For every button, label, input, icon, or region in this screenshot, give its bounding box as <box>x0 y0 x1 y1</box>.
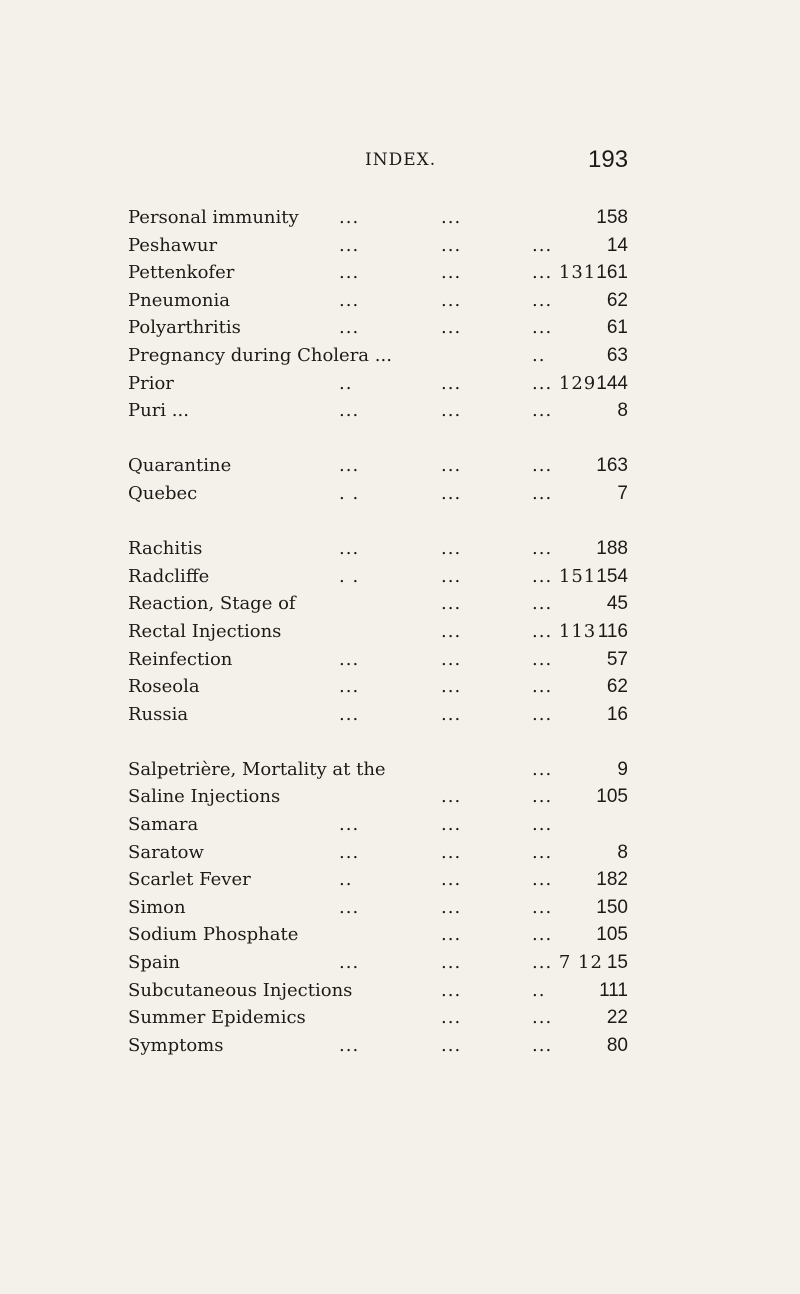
index-entry <box>128 1032 628 1060</box>
leader-dots: .. <box>339 372 353 394</box>
page-refs: 62 <box>606 289 628 311</box>
page-refs: 8 <box>617 400 628 422</box>
page-refs: 62 <box>606 676 628 698</box>
page-refs: 158 <box>596 207 628 228</box>
page-refs: 22 <box>606 1007 628 1029</box>
index-term: Reinfection <box>128 648 233 670</box>
page-refs: 14 <box>606 234 628 256</box>
index-term: Personal immunity <box>128 207 299 228</box>
index-term: Russia <box>128 703 189 725</box>
leader-dots: ... <box>339 317 360 339</box>
index-entry <box>128 535 628 563</box>
leader-dots: ... <box>532 482 553 504</box>
leader-dots: ... <box>532 289 553 311</box>
leader-dots: ... <box>532 896 553 918</box>
leader-dots: ... <box>339 538 360 560</box>
index-entry <box>128 756 628 784</box>
index-entry <box>128 563 628 591</box>
page-refs: 105 <box>596 924 628 946</box>
index-entry <box>128 342 628 370</box>
leader-dots: ... <box>532 538 553 560</box>
leader-dots: ... <box>339 400 360 422</box>
leader-dots: ... <box>339 841 360 863</box>
page-number: 193 <box>588 146 629 173</box>
index-term: Peshawur <box>128 234 218 256</box>
index-entry <box>128 839 628 867</box>
index-entry <box>128 701 628 729</box>
leader-dots: ... <box>532 648 553 670</box>
leader-dots: ... <box>441 207 462 228</box>
index-term: Quebec <box>128 482 198 504</box>
leader-dots: ... <box>441 593 462 615</box>
leader-dots: ... <box>441 869 462 891</box>
leader-dots: ... <box>441 372 462 394</box>
leader-dots: ... 131 <box>532 262 597 284</box>
leader-dots: ... <box>339 676 360 698</box>
leader-dots: .. <box>339 869 353 891</box>
section-gap <box>128 508 628 536</box>
leader-dots: ... <box>441 538 462 560</box>
page-refs: 9 <box>617 758 628 780</box>
index-entry <box>128 480 628 508</box>
index-entry <box>128 232 628 260</box>
leader-dots: ... <box>339 289 360 311</box>
leader-dots: ... <box>532 1007 553 1029</box>
leader-dots: ... <box>532 234 553 256</box>
index-term: Rectal Injections <box>128 620 282 642</box>
page-header <box>0 146 800 176</box>
leader-dots: ... <box>441 676 462 698</box>
index-entry <box>128 894 628 922</box>
index-term: Saline Injections <box>128 786 281 808</box>
leader-dots: ... <box>441 896 462 918</box>
leader-dots: ... <box>441 620 462 642</box>
leader-dots: ... <box>532 869 553 891</box>
page-refs: 163 <box>596 455 628 477</box>
leader-dots: ... <box>441 317 462 339</box>
index-term: Radcliffe <box>128 565 210 587</box>
index-term: Sodium Phosphate <box>128 924 299 946</box>
leader-dots: ... <box>441 786 462 808</box>
leader-dots: ... <box>441 262 462 284</box>
page-refs: 15 <box>606 952 628 974</box>
leader-dots: ... <box>441 400 462 422</box>
page-refs: 80 <box>606 1034 628 1056</box>
leader-dots: ... <box>532 924 553 946</box>
leader-dots: ... <box>441 841 462 863</box>
page-refs: 105 <box>596 786 628 808</box>
page-refs: 7 <box>617 482 628 504</box>
leader-dots: ... <box>441 952 462 974</box>
leader-dots: ... <box>441 924 462 946</box>
index-entry <box>128 618 628 646</box>
leader-dots: ... <box>532 400 553 422</box>
leader-dots: ... <box>441 1007 462 1029</box>
page-refs: 111 <box>599 979 628 1001</box>
leader-dots: ... <box>532 814 553 836</box>
index-entry <box>128 397 628 425</box>
index-entry <box>128 977 628 1005</box>
page-refs: 45 <box>606 593 628 615</box>
leader-dots: ... 129 <box>532 372 597 394</box>
leader-dots: ... <box>441 1034 462 1056</box>
leader-dots: ... <box>339 814 360 836</box>
leader-dots: ... 7 12 <box>532 952 603 974</box>
leader-dots: ... <box>532 676 553 698</box>
index-entry <box>128 452 628 480</box>
leader-dots: ... <box>441 482 462 504</box>
index-term: Simon <box>128 896 186 918</box>
index-entry <box>128 783 628 811</box>
leader-dots: ... <box>532 593 553 615</box>
index-term: Polyarthritis <box>128 317 241 339</box>
leader-dots: ... <box>339 896 360 918</box>
index-entry <box>128 259 628 287</box>
index-entry <box>128 866 628 894</box>
index-entry <box>128 314 628 342</box>
leader-dots: ... <box>339 703 360 725</box>
index-entry <box>128 590 628 618</box>
leader-dots: ... <box>339 262 360 284</box>
leader-dots: ... <box>441 648 462 670</box>
leader-dots: ... <box>339 234 360 256</box>
leader-dots: ... <box>532 455 553 477</box>
index-entry <box>128 949 628 977</box>
leader-dots: ... <box>532 703 553 725</box>
index-term: Reaction, Stage of <box>128 593 296 615</box>
page-refs: 188 <box>596 538 628 560</box>
page-refs: 161 <box>596 262 628 284</box>
index-term: Pneumonia <box>128 289 230 311</box>
section-gap <box>128 728 628 756</box>
index-term: Spain <box>128 952 180 974</box>
index-term: Pregnancy during Cholera ... <box>128 344 392 366</box>
leader-dots: . . <box>339 565 360 587</box>
index-term: Salpetrière, Mortality at the <box>128 758 386 780</box>
index-term: Summer Epidemics <box>128 1007 306 1029</box>
index-entry <box>128 1004 628 1032</box>
leader-dots: ... <box>441 979 462 1001</box>
index-entry <box>128 673 628 701</box>
page-refs: 182 <box>596 869 628 891</box>
index-entry <box>128 204 628 232</box>
leader-dots: ... <box>339 952 360 974</box>
running-title: INDEX. <box>365 150 437 170</box>
index-entry <box>128 811 628 839</box>
index-term: Roseola <box>128 676 200 698</box>
leader-dots: .. <box>532 979 546 1001</box>
page-refs: 150 <box>596 896 628 918</box>
leader-dots: ... 113 <box>532 620 597 642</box>
index-term: Quarantine <box>128 455 232 477</box>
leader-dots: ... <box>532 841 553 863</box>
leader-dots: ... <box>339 1034 360 1056</box>
index-term: Symptoms <box>128 1034 224 1056</box>
leader-dots: ... <box>532 758 553 780</box>
leader-dots: ... <box>339 207 360 228</box>
leader-dots: ... <box>441 565 462 587</box>
leader-dots: ... <box>441 814 462 836</box>
page-refs: 154 <box>596 565 628 587</box>
index-term: Scarlet Fever <box>128 869 251 891</box>
leader-dots: ... <box>441 703 462 725</box>
page-refs: 57 <box>606 648 628 670</box>
leader-dots: . . <box>339 482 360 504</box>
index-entry <box>128 646 628 674</box>
index-entry <box>128 921 628 949</box>
leader-dots: ... <box>441 289 462 311</box>
index-term: Rachitis <box>128 538 203 560</box>
leader-dots: ... <box>532 1034 553 1056</box>
leader-dots: ... <box>532 786 553 808</box>
index-entry <box>128 287 628 315</box>
page-refs: 144 <box>596 372 628 394</box>
leader-dots: ... <box>441 234 462 256</box>
leader-dots: ... <box>532 317 553 339</box>
index-term: Prior <box>128 372 174 394</box>
index-term: Saratow <box>128 841 204 863</box>
page-refs: 16 <box>606 703 628 725</box>
section-gap <box>128 425 628 453</box>
leader-dots: ... <box>441 455 462 477</box>
index-term: Subcutaneous Injections <box>128 979 353 1001</box>
index-entry <box>128 370 628 398</box>
index-term: Pettenkofer <box>128 262 235 284</box>
leader-dots: ... <box>339 455 360 477</box>
index-list <box>128 204 628 1059</box>
page-refs: 8 <box>617 841 628 863</box>
leader-dots: ... <box>339 648 360 670</box>
leader-dots: .. <box>532 344 546 366</box>
page-refs: 116 <box>597 620 628 642</box>
index-term: Samara <box>128 814 199 836</box>
index-term: Puri ... <box>128 400 189 422</box>
page-refs: 61 <box>606 317 628 339</box>
leader-dots: ... 151 <box>532 565 597 587</box>
page-refs: 63 <box>606 344 628 366</box>
